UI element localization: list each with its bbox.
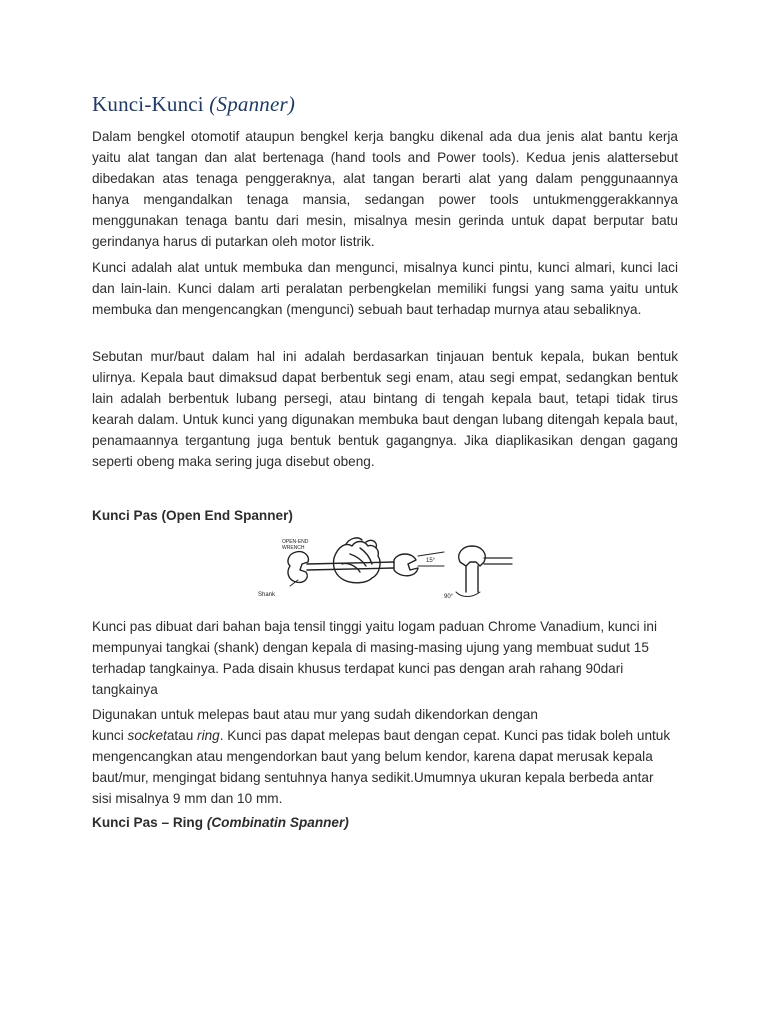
wrench-shank bbox=[307, 562, 394, 570]
label-angle-90: 90° bbox=[444, 594, 454, 600]
label-shank: Shank bbox=[258, 592, 276, 598]
wrench-90-head bbox=[459, 546, 486, 566]
text-line: mengencangkan atau mengendorkan baut yang belum kendor, karena dapat merusak kepala bbox=[92, 749, 653, 764]
paragraph-kunci-pas-material bbox=[92, 616, 692, 700]
text-line: tangkainya bbox=[92, 682, 158, 697]
paragraph-intro: Dalam bengkel otomotif ataupun bengkel kerja bangku dikenal ada dua jenis alat bantu kerja yaitu alat tangan dan alat bertenaga (hand tools and Power tools). Kedua jenis alattersebut dibedakan atas tenaga penggeraknya, alat tangan berarti alat yang dalam penggunaannya hanya mengandalkan tenaga mansia, sedangan power tools untukmenggerakkannya menggunakan tenaga bantu dari mesin, misalnya mesin gerinda untuk dapat berputar batu gerindanya harus di putarkan oleh motor listrik. bbox=[92, 129, 678, 249]
wrench-left-head bbox=[288, 552, 308, 583]
heading-kunci-pas: Kunci Pas (Open End Spanner) bbox=[92, 508, 293, 523]
heading-kunci-pas-ring bbox=[92, 815, 349, 830]
label-open-end: OPEN-END bbox=[282, 539, 309, 545]
text-italic-socket: socket bbox=[127, 728, 167, 743]
text-fragment: . Kunci pas dapat melepas baut dengan cepat. Kunci pas tidak boleh untuk bbox=[219, 728, 671, 743]
label-angle-15: 15° bbox=[426, 558, 436, 564]
text-line: baut/mur, mengingat bidang sentuhnya hanya sedikit.Umumnya ukuran kepala berbeda antar bbox=[92, 770, 654, 785]
text-line: terhadap tangkainya. Pada disain khusus terdapat kunci pas dengan arah rahang 90dari bbox=[92, 661, 624, 676]
open-end-wrench-figure bbox=[258, 536, 516, 612]
text-line: Kunci pas dibuat dari bahan baja tensil tinggi yaitu logam paduan Chrome Vanadium, kunci ini bbox=[92, 619, 657, 634]
text-line: sisi misalnya 9 mm dan 10 mm. bbox=[92, 791, 283, 806]
text-fragment: atau bbox=[166, 728, 198, 743]
text-line: mempunyai tangkai (shank) dengan kepala di masing-masing ujung yang membuat sudut 15 bbox=[92, 640, 649, 655]
text-line bbox=[92, 725, 692, 746]
title-main: Kunci-Kunci bbox=[92, 92, 210, 116]
page-title bbox=[92, 92, 295, 117]
text-italic-ring: ring bbox=[197, 728, 220, 743]
text-line: Digunakan untuk melepas baut atau mur yang sudah dikendorkan dengan bbox=[92, 707, 538, 722]
paragraph-mur-baut: Sebutan mur/baut dalam hal ini adalah berdasarkan tinjauan bentuk kepala, bukan bentuk ulirnya. Kepala baut dimaksud dapat berbentuk segi enam, atau segi empat, sedangkan bentuk lain adalah berbentuk lubang persegi, atau bintang di tengah kepala baut, tetapi tidak tirus kearah dalam. Untuk kunci yang digunakan membuka baut dengan lubang ditengah kepala baut, penamaannya tergantung juga bentuk bentuk gagangnya. Jika diaplikasikan dengan gagang seperti obeng maka sering juga disebut obeng. bbox=[92, 349, 678, 469]
title-italic: (Spanner) bbox=[209, 92, 296, 116]
heading2-main: Kunci Pas – Ring bbox=[92, 815, 207, 830]
paragraph-kunci-definition: Kunci adalah alat untuk membuka dan mengunci, misalnya kunci pintu, kunci almari, kunci laci dan lain-lain. Kunci dalam arti peralatan perbengkelan memiliki fungsi yang sama yaitu untuk membuka dan mengencangkan (mengunci) sebuah baut terhadap murnya atau sebaliknya. bbox=[92, 260, 678, 317]
label-wrench: WRENCH bbox=[282, 545, 305, 551]
wrench-right-head bbox=[394, 554, 418, 576]
text-fragment: kunci bbox=[92, 728, 128, 743]
heading2-italic: (Combinatin Spanner) bbox=[206, 815, 349, 830]
paragraph-kunci-pas-usage bbox=[92, 704, 692, 809]
